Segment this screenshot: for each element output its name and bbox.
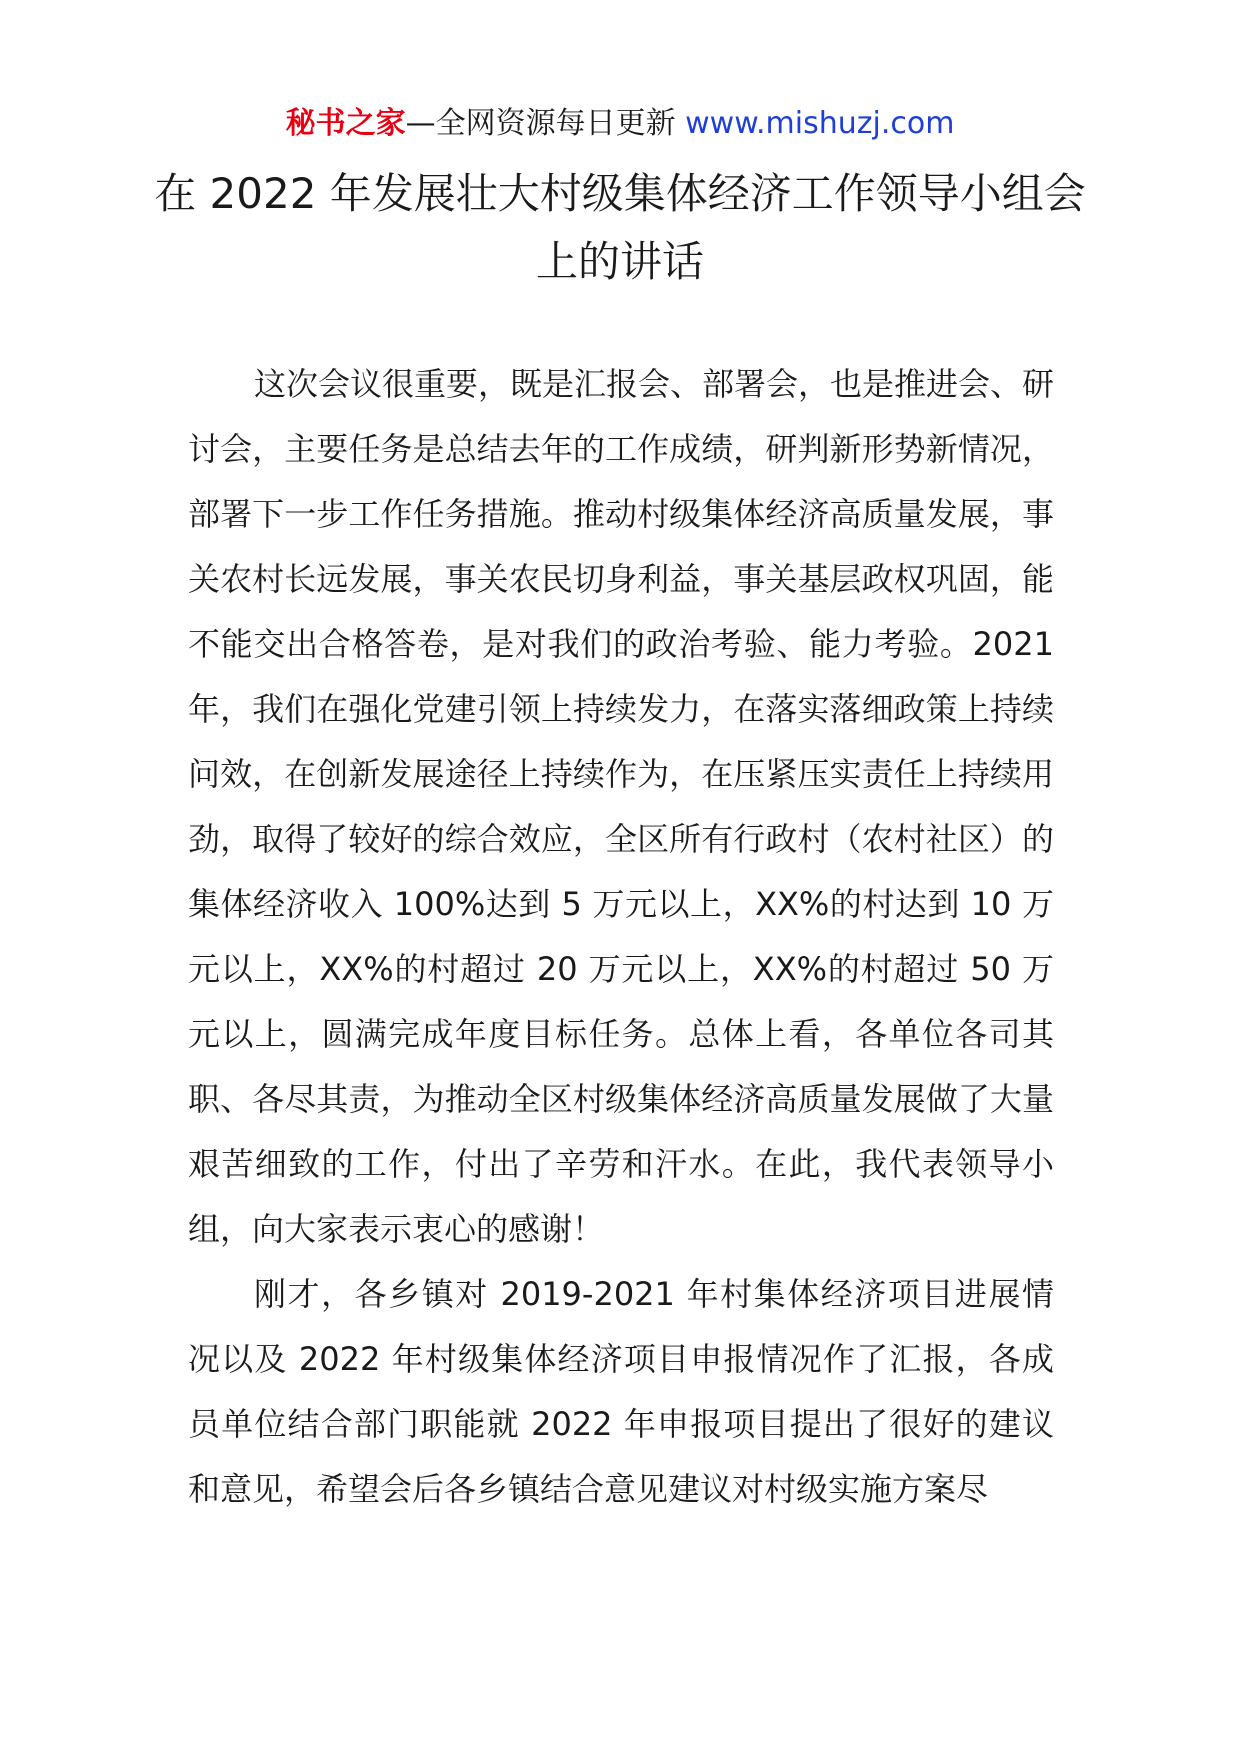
site-header: [0, 100, 1240, 148]
body-paragraph-1: 这次会议很重要，既是汇报会、部署会，也是推进会、研讨会，主要任务是总结去年的工作成绩，研判新形势新情况，部署下一步工作任务措施。推动村级集体经济高质量发展，事关农村长远发展，事关农民切身利益，事关基层政权巩固，能不能交出合格答卷，是对我们的政治考验、能力考验。2021 年，我们在强化党建引领上持续发力，在落实落细政策上持续问效，在创新发展途径上持续作为，在压紧压实责任上持续用劲，取得了较好的综合效应，全区所有行政村（农村社区）的集体经济收入 100%达到 5 万元以上，XX%的村达到 10 万元以上，XX%的村超过 20 万元以上，XX%的村超过 50 万元以上，圆满完成年度目标任务。总体上看，各单位各司其职、各尽其责，为推动全区村级集体经济高质量发展做了大量艰苦细致的工作，付出了辛劳和汗水。在此，我代表领导小组，向大家表示衷心的感谢！: [188, 365, 1055, 1248]
document-title: 在 2022 年发展壮大村级集体经济工作领导小组会上的讲话: [154, 169, 1086, 286]
body-paragraph-2: 刚才，各乡镇对 2019-2021 年村集体经济项目进展情况以及 2022 年村级集体经济项目申报情况作了汇报，各成员单位结合部门职能就 2022 年申报项目提出了很好的建议和意见，希望会后各乡镇结合意见建议对村级实施方案尽: [188, 1275, 1054, 1508]
site-brand: 秘书之家: [285, 106, 406, 141]
document-body: [188, 352, 1054, 1522]
site-url-link[interactable]: www.mishuzj.com: [685, 106, 955, 141]
site-tagline: —全网资源每日更新: [405, 106, 676, 141]
